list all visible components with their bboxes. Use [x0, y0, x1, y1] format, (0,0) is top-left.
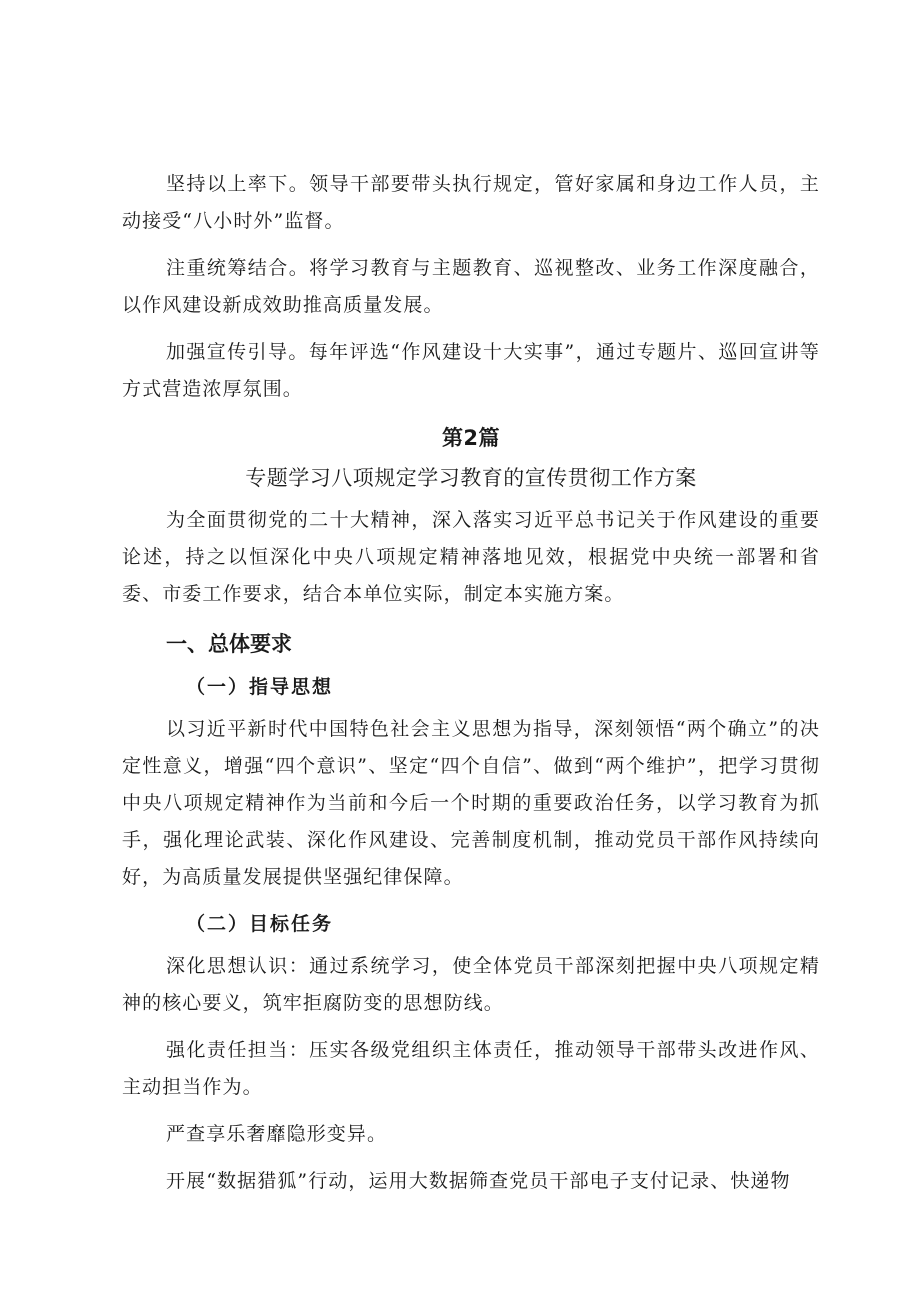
article-number: 第2篇 [441, 426, 501, 450]
paragraph-guiding-ideology: 以习近平新时代中国特色社会主义思想为指导，深刻领悟“两个确立”的决定性意义，增强“四个意识”、坚定“四个自信”、做到“两个维护”，把学习贯彻中央八项规定精神作为当前和今后一个时期的重要政治任务，以学习教育为抓手，强化理论武装、深化作风建设、完善制度机制，推动党员干部作风持续向好，为高质量发展提供坚强纪律保障。 [122, 718, 820, 888]
paragraph-goal-thinking: 深化思想认识：通过系统学习，使全体党员干部深刻把握中央八项规定精神的核心要义，筑牢拒腐防变的思想防线。 [122, 955, 820, 1014]
paragraph-publicity: 加强宣传引导。每年评选“作风建设十大实事”，通过专题片、巡回宣讲等方式营造浓厚氛围。 [122, 341, 820, 400]
article-intro: 为全面贯彻党的二十大精神，深入落实习近平总书记关于作风建设的重要论述，持之以恒深化中央八项规定精神落地见效，根据党中央统一部署和省委、市委工作要求，结合本单位实际，制定本实施方案。 [122, 509, 820, 605]
paragraph-goal-investigation: 严查享乐奢靡隐形变异。 [166, 1123, 388, 1145]
paragraph-data-hunt: 开展“数据猎狐”行动，运用大数据筛查党员干部电子支付记录、快递物 [166, 1170, 791, 1192]
paragraph-coordination: 注重统筹结合。将学习教育与主题教育、巡视整改、业务工作深度融合，以作风建设新成效助推高质量发展。 [122, 257, 820, 316]
paragraph-lead-by-example: 坚持以上率下。领导干部要带头执行规定，管好家属和身边工作人员，主动接受“八小时外”监督。 [122, 173, 820, 232]
paragraph-goal-responsibility: 强化责任担当：压实各级党组织主体责任，推动领导干部带头改进作风、主动担当作为。 [122, 1039, 820, 1098]
article-title: 专题学习八项规定学习教育的宣传贯彻工作方案 [245, 466, 697, 490]
subsection-heading-goals: （二）目标任务 [186, 913, 334, 935]
section-heading-general-requirements: 一、总体要求 [166, 632, 292, 656]
subsection-heading-guiding-ideology: （一）指导思想 [186, 676, 334, 698]
